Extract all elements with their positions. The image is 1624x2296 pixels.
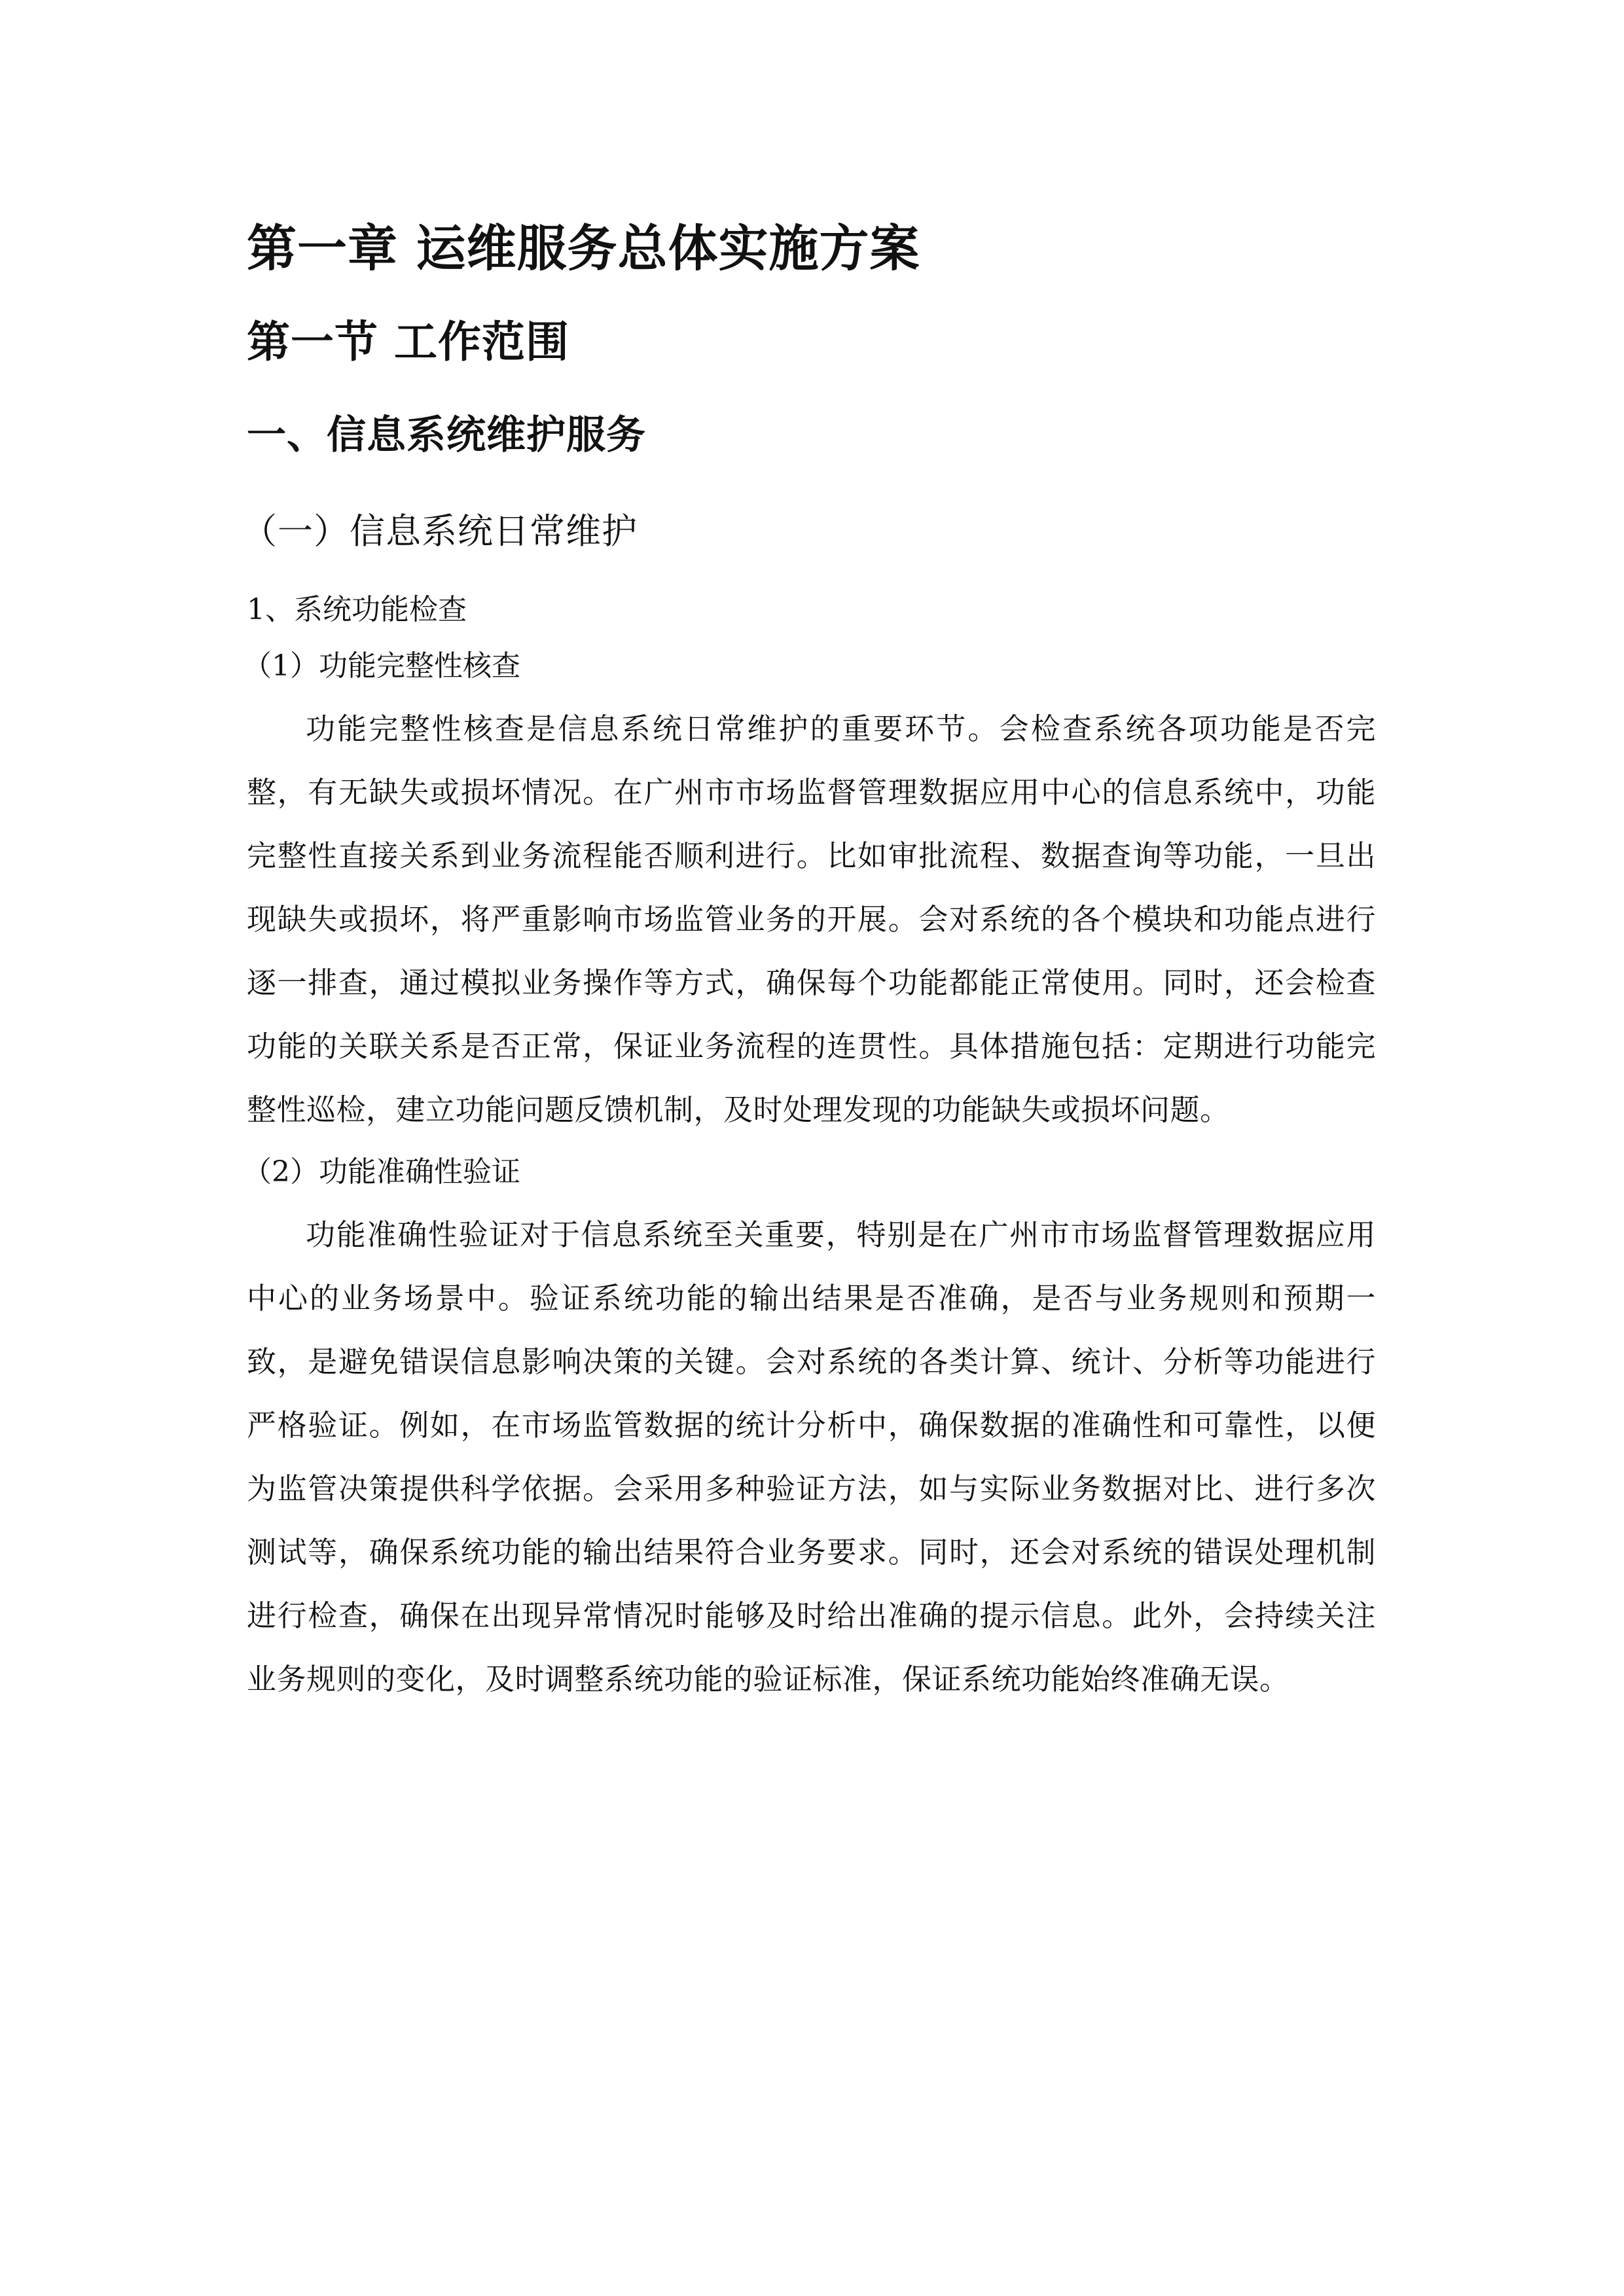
block-heading-completeness: （1）功能完整性核查 xyxy=(243,649,520,683)
section-title: 第一节 工作范围 xyxy=(247,317,569,367)
paragraph-accuracy: 功能准确性验证对于信息系统至关重要，特别是在广州市市场监督管理数据应用中心的业务场景中。验证系统功能的输出结果是否准确，是否与业务规则和预期一致，是避免错误信息影响决策的关键。会对系统的各类计算、统计、分析等功能进行严格验证。例如，在市场监管数据的统计分析中，确保数据的准确性和可靠性，以便为监管决策提供科学依据。会采用多种验证方法，如与实际业务数据对比、进行多次测试等，确保系统功能的输出结果符合业务要求。同时，还会对系统的错误处理机制进行检查，确保在出现异常情况时能够及时给出准确的提示信息。此外，会持续关注业务规则的变化，及时调整系统功能的验证标准，保证系统功能始终准确无误。 xyxy=(247,1217,1376,1696)
item-title: 1、系统功能检查 xyxy=(247,593,467,626)
document-body xyxy=(242,213,1376,1711)
subsubsection-title: （一）信息系统日常维护 xyxy=(242,511,638,552)
chapter-title: 第一章 运维服务总体实施方案 xyxy=(247,219,920,278)
subsection-title: 一、信息系统维护服务 xyxy=(247,412,646,458)
block-heading-accuracy: （2）功能准确性验证 xyxy=(243,1155,520,1189)
paragraph-completeness: 功能完整性核查是信息系统日常维护的重要环节。会检查系统各项功能是否完整，有无缺失或损坏情况。在广州市市场监督管理数据应用中心的信息系统中，功能完整性直接关系到业务流程能否顺利进行。比如审批流程、数据查询等功能，一旦出现缺失或损坏，将严重影响市场监管业务的开展。会对系统的各个模块和功能点进行逐一排查，通过模拟业务操作等方式，确保每个功能都能正常使用。同时，还会检查功能的关联关系是否正常，保证业务流程的连贯性。具体措施包括：定期进行功能完整性巡检，建立功能问题反馈机制，及时处理发现的功能缺失或损坏问题。 xyxy=(247,711,1376,1127)
